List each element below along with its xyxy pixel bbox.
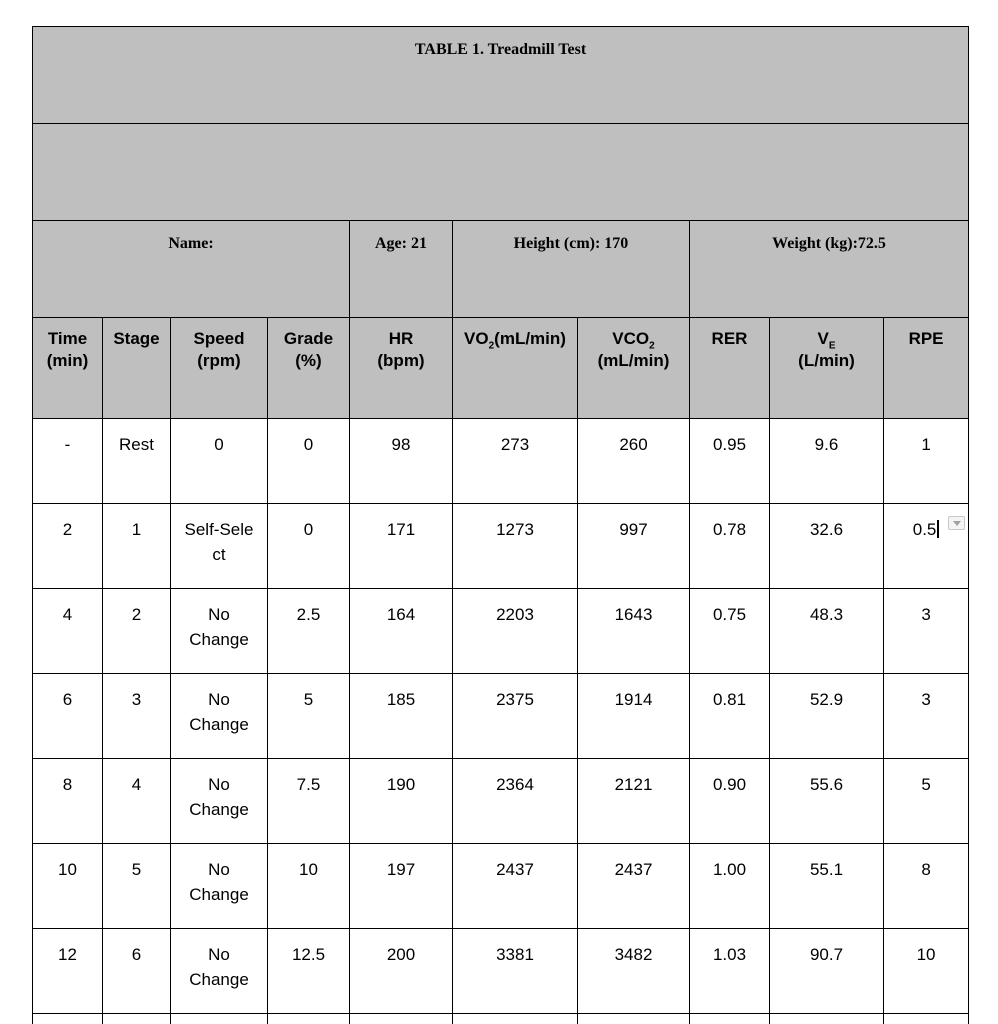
cell-empty[interactable] <box>33 1014 103 1024</box>
name-cell[interactable] <box>33 221 350 318</box>
cell-stage[interactable]: 3 <box>103 674 171 759</box>
header-stage[interactable] <box>103 318 171 419</box>
cell-grade[interactable]: 5 <box>268 674 350 759</box>
ve-subscript: E <box>828 340 836 352</box>
cell-time[interactable]: 4 <box>33 589 103 674</box>
cell-vo2[interactable]: 2437 <box>453 844 578 929</box>
cell-empty[interactable] <box>690 1014 770 1024</box>
table-row <box>33 759 969 844</box>
table-row-empty <box>33 1014 969 1024</box>
cell-rer[interactable]: 1.00 <box>690 844 770 929</box>
cell-vo2[interactable]: 3381 <box>453 929 578 1014</box>
cell-vo2[interactable]: 273 <box>453 419 578 504</box>
cell-vco2[interactable]: 1914 <box>578 674 690 759</box>
cell-time[interactable]: 8 <box>33 759 103 844</box>
table-row <box>33 504 969 589</box>
cell-empty[interactable] <box>268 1014 350 1024</box>
cell-vo2[interactable]: 2364 <box>453 759 578 844</box>
cell-time[interactable]: - <box>33 419 103 504</box>
table-row <box>33 589 969 674</box>
header-vo2[interactable] <box>453 318 578 419</box>
cell-hr[interactable]: 185 <box>350 674 453 759</box>
header-speed-label: Speed (rpm) <box>193 329 245 370</box>
table-row <box>33 419 969 504</box>
header-speed[interactable] <box>171 318 268 419</box>
cell-speed[interactable]: No Change <box>171 929 268 1014</box>
cell-grade[interactable]: 12.5 <box>268 929 350 1014</box>
cell-ve[interactable]: 48.3 <box>770 589 884 674</box>
vco2-subscript: 2 <box>649 340 655 352</box>
cell-empty[interactable] <box>453 1014 578 1024</box>
cell-grade[interactable]: 0 <box>268 419 350 504</box>
cell-vco2[interactable]: 2437 <box>578 844 690 929</box>
cell-rpe[interactable]: 3 <box>884 674 969 759</box>
cell-speed[interactable]: Self-Select <box>171 504 268 589</box>
cell-empty[interactable] <box>103 1014 171 1024</box>
header-ve-label <box>770 318 883 372</box>
cell-grade[interactable]: 7.5 <box>268 759 350 844</box>
cell-stage[interactable]: 6 <box>103 929 171 1014</box>
cell-hr[interactable]: 171 <box>350 504 453 589</box>
cell-hr[interactable]: 200 <box>350 929 453 1014</box>
cell-rpe[interactable]: 5 <box>884 759 969 844</box>
age-cell[interactable] <box>350 221 453 318</box>
vo2-unit: (mL/min) <box>494 329 566 348</box>
header-hr[interactable] <box>350 318 453 419</box>
vco2-unit: (mL/min) <box>597 351 670 370</box>
blank-header-cell[interactable] <box>33 124 969 221</box>
header-vco2[interactable] <box>578 318 690 419</box>
header-vco2-label <box>578 318 689 372</box>
ve-unit: (L/min) <box>798 351 855 370</box>
cell-rpe[interactable]: 8 <box>884 844 969 929</box>
cell-dropdown-arrow-icon[interactable] <box>948 516 965 530</box>
cell-speed[interactable]: No Change <box>171 589 268 674</box>
height-label: Height (cm): 170 <box>513 235 629 252</box>
cell-grade[interactable]: 0 <box>268 504 350 589</box>
table-title: TABLE 1. Treadmill Test <box>414 41 587 58</box>
cell-rer[interactable]: 0.81 <box>690 674 770 759</box>
ve-prefix: V <box>817 329 829 348</box>
header-vo2-label <box>453 318 577 350</box>
cell-grade[interactable]: 2.5 <box>268 589 350 674</box>
cell-time[interactable]: 2 <box>33 504 103 589</box>
cell-vco2[interactable]: 2121 <box>578 759 690 844</box>
cell-stage[interactable]: 4 <box>103 759 171 844</box>
table-row <box>33 929 969 1014</box>
header-grade[interactable] <box>268 318 350 419</box>
table-row <box>33 844 969 929</box>
weight-cell[interactable] <box>690 221 969 318</box>
cell-vco2[interactable]: 997 <box>578 504 690 589</box>
cell-rer[interactable]: 0.95 <box>690 419 770 504</box>
cell-grade[interactable]: 10 <box>268 844 350 929</box>
cell-ve[interactable]: 9.6 <box>770 419 884 504</box>
cell-hr[interactable]: 190 <box>350 759 453 844</box>
cell-empty[interactable] <box>770 1014 884 1024</box>
header-time-label: Time (min) <box>46 329 89 370</box>
table-row <box>33 674 969 759</box>
cell-stage[interactable]: 1 <box>103 504 171 589</box>
cell-time[interactable]: 10 <box>33 844 103 929</box>
cell-vco2[interactable]: 3482 <box>578 929 690 1014</box>
cell-stage[interactable]: Rest <box>103 419 171 504</box>
table-title-cell[interactable] <box>33 27 969 124</box>
cell-rpe[interactable]: 3 <box>884 589 969 674</box>
cell-vco2[interactable]: 260 <box>578 419 690 504</box>
cell-empty[interactable] <box>884 1014 969 1024</box>
vco2-prefix: VCO <box>612 329 650 348</box>
header-time[interactable] <box>33 318 103 419</box>
weight-label: Weight (kg):72.5 <box>772 235 886 252</box>
cell-speed[interactable]: No Change <box>171 674 268 759</box>
cell-ve[interactable]: 55.6 <box>770 759 884 844</box>
cell-vo2[interactable]: 2375 <box>453 674 578 759</box>
rpe-edit-value: 0.5 <box>912 520 937 539</box>
header-ve[interactable] <box>770 318 884 419</box>
cell-empty[interactable] <box>350 1014 453 1024</box>
header-grade-label: Grade (%) <box>283 329 334 370</box>
cell-vco2[interactable]: 1643 <box>578 589 690 674</box>
header-rer[interactable] <box>690 318 770 419</box>
height-cell[interactable] <box>453 221 690 318</box>
age-label: Age: 21 <box>375 235 427 252</box>
cell-empty[interactable] <box>171 1014 268 1024</box>
cell-time[interactable]: 12 <box>33 929 103 1014</box>
vo2-prefix: VO <box>464 329 489 348</box>
cell-stage[interactable]: 2 <box>103 589 171 674</box>
cell-stage[interactable]: 5 <box>103 844 171 929</box>
cell-ve[interactable]: 32.6 <box>770 504 884 589</box>
cell-hr[interactable]: 98 <box>350 419 453 504</box>
cell-speed[interactable]: No Change <box>171 844 268 929</box>
cell-hr[interactable]: 197 <box>350 844 453 929</box>
cell-rpe[interactable]: 1 <box>884 419 969 504</box>
header-rer-label: RER <box>711 329 748 348</box>
cell-empty[interactable] <box>578 1014 690 1024</box>
cell-speed[interactable]: No Change <box>171 759 268 844</box>
cell-speed[interactable]: 0 <box>171 419 268 504</box>
cell-time[interactable]: 6 <box>33 674 103 759</box>
cell-hr[interactable]: 164 <box>350 589 453 674</box>
cell-rer[interactable]: 1.03 <box>690 929 770 1014</box>
cell-rer[interactable]: 0.90 <box>690 759 770 844</box>
cell-rer[interactable]: 0.75 <box>690 589 770 674</box>
cell-ve[interactable]: 52.9 <box>770 674 884 759</box>
treadmill-test-table <box>32 26 969 1024</box>
text-cursor <box>937 520 939 538</box>
header-stage-label: Stage <box>113 329 160 348</box>
cell-rpe[interactable]: 10 <box>884 929 969 1014</box>
header-hr-label: HR (bpm) <box>377 329 425 370</box>
cell-ve[interactable]: 90.7 <box>770 929 884 1014</box>
header-rpe-label: RPE <box>908 329 944 348</box>
cell-ve[interactable]: 55.1 <box>770 844 884 929</box>
cell-rer[interactable]: 0.78 <box>690 504 770 589</box>
cell-vo2[interactable]: 1273 <box>453 504 578 589</box>
cell-vo2[interactable]: 2203 <box>453 589 578 674</box>
header-rpe[interactable] <box>884 318 969 419</box>
name-label: Name: <box>168 235 214 252</box>
vo2-subscript: 2 <box>488 340 495 352</box>
